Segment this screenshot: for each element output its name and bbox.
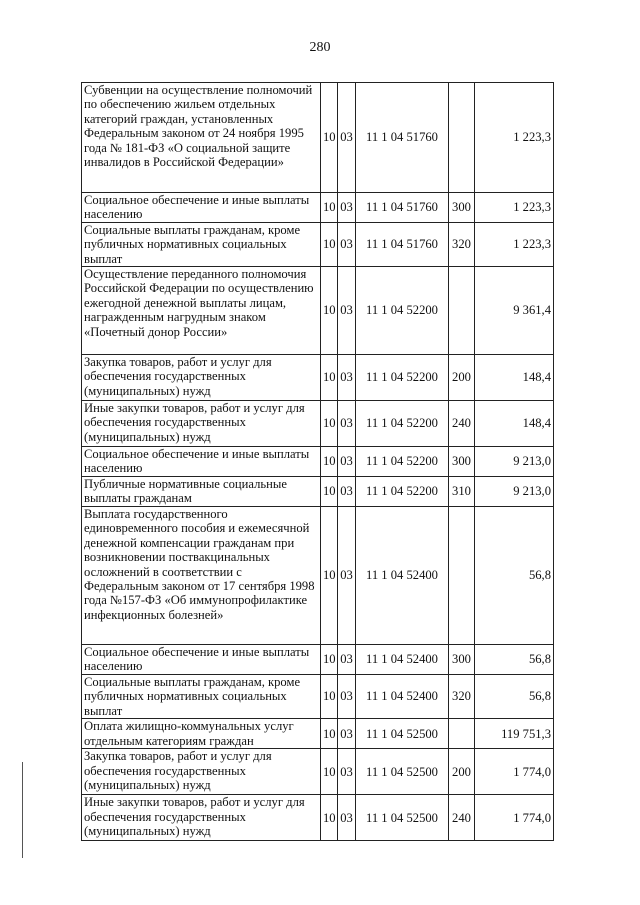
page-number: 280 <box>309 40 331 55</box>
row-amount: 9 361,4 <box>475 267 554 355</box>
row-expense-type: 240 <box>449 401 475 447</box>
row-expense-type <box>449 83 475 193</box>
row-amount: 1 223,3 <box>475 193 554 223</box>
row-target-code: 11 1 04 52200 <box>356 267 449 355</box>
row-section: 10 <box>321 355 338 401</box>
table-row <box>82 193 554 223</box>
row-expense-type <box>449 267 475 355</box>
row-name: Иные закупки товаров, работ и услуг для обеспечения государственных (муниципальных) нужд <box>82 401 321 447</box>
row-subsection: 03 <box>338 645 356 675</box>
row-name: Публичные нормативные социальные выплаты гражданам <box>82 477 321 507</box>
row-amount: 1 223,3 <box>475 222 554 266</box>
row-target-code: 11 1 04 52500 <box>356 749 449 795</box>
row-name: Социальное обеспечение и иные выплаты населению <box>82 447 321 477</box>
row-amount: 9 213,0 <box>475 477 554 507</box>
table-row <box>82 645 554 675</box>
row-section: 10 <box>321 222 338 266</box>
row-subsection: 03 <box>338 267 356 355</box>
row-expense-type: 320 <box>449 222 475 266</box>
row-name: Социальное обеспечение и иные выплаты населению <box>82 645 321 675</box>
row-amount: 56,8 <box>475 507 554 645</box>
row-name: Субвенции на осуществление полномочий по обеспечению жильем отдельных категорий граждан, установленных Федеральным законом от 24 ноября 1995 года № 181-ФЗ «О социальной защите инвалидов в Российской Федерации» <box>82 83 321 193</box>
table-row <box>82 355 554 401</box>
table-row <box>82 675 554 719</box>
row-subsection: 03 <box>338 401 356 447</box>
row-name: Иные закупки товаров, работ и услуг для обеспечения государственных (муниципальных) нужд <box>82 795 321 841</box>
row-expense-type: 300 <box>449 447 475 477</box>
row-expense-type: 240 <box>449 795 475 841</box>
table-row <box>82 749 554 795</box>
row-subsection: 03 <box>338 719 356 749</box>
row-name: Социальные выплаты гражданам, кроме публичных нормативных социальных выплат <box>82 675 321 719</box>
table-row <box>82 795 554 841</box>
table-row <box>82 401 554 447</box>
row-target-code: 11 1 04 52200 <box>356 401 449 447</box>
table-row <box>82 267 554 355</box>
row-target-code: 11 1 04 52400 <box>356 507 449 645</box>
table-row <box>82 83 554 193</box>
row-expense-type: 300 <box>449 645 475 675</box>
row-amount: 1 774,0 <box>475 749 554 795</box>
table-row <box>82 447 554 477</box>
row-subsection: 03 <box>338 795 356 841</box>
row-section: 10 <box>321 267 338 355</box>
row-expense-type <box>449 719 475 749</box>
row-section: 10 <box>321 645 338 675</box>
table-row <box>82 222 554 266</box>
row-expense-type: 200 <box>449 355 475 401</box>
row-name: Осуществление переданного полномочия Российской Федерации по осуществлению ежегодной денежной выплаты лицам, награжденным нагрудным знаком «Почетный донор России» <box>82 267 321 355</box>
table-row <box>82 719 554 749</box>
table-row <box>82 477 554 507</box>
row-section: 10 <box>321 507 338 645</box>
row-amount: 56,8 <box>475 645 554 675</box>
row-subsection: 03 <box>338 507 356 645</box>
row-target-code: 11 1 04 52200 <box>356 355 449 401</box>
row-section: 10 <box>321 83 338 193</box>
row-expense-type: 200 <box>449 749 475 795</box>
row-section: 10 <box>321 447 338 477</box>
row-expense-type: 300 <box>449 193 475 223</box>
row-section: 10 <box>321 401 338 447</box>
row-subsection: 03 <box>338 222 356 266</box>
row-amount: 9 213,0 <box>475 447 554 477</box>
row-amount: 1 223,3 <box>475 83 554 193</box>
row-expense-type <box>449 507 475 645</box>
row-name: Социальные выплаты гражданам, кроме публичных нормативных социальных выплат <box>82 222 321 266</box>
row-subsection: 03 <box>338 749 356 795</box>
row-section: 10 <box>321 675 338 719</box>
row-amount: 148,4 <box>475 355 554 401</box>
row-section: 10 <box>321 719 338 749</box>
row-amount: 148,4 <box>475 401 554 447</box>
budget-table <box>81 82 554 841</box>
row-subsection: 03 <box>338 675 356 719</box>
row-target-code: 11 1 04 51760 <box>356 83 449 193</box>
row-subsection: 03 <box>338 83 356 193</box>
row-amount: 56,8 <box>475 675 554 719</box>
row-amount: 119 751,3 <box>475 719 554 749</box>
row-expense-type: 320 <box>449 675 475 719</box>
row-expense-type: 310 <box>449 477 475 507</box>
row-name: Оплата жилищно-коммунальных услуг отдельным категориям граждан <box>82 719 321 749</box>
row-target-code: 11 1 04 51760 <box>356 222 449 266</box>
row-target-code: 11 1 04 51760 <box>356 193 449 223</box>
row-section: 10 <box>321 795 338 841</box>
row-amount: 1 774,0 <box>475 795 554 841</box>
margin-line <box>22 762 23 858</box>
row-subsection: 03 <box>338 477 356 507</box>
row-target-code: 11 1 04 52400 <box>356 675 449 719</box>
row-section: 10 <box>321 749 338 795</box>
row-name: Закупка товаров, работ и услуг для обеспечения государственных (муниципальных) нужд <box>82 355 321 401</box>
row-subsection: 03 <box>338 447 356 477</box>
row-target-code: 11 1 04 52500 <box>356 719 449 749</box>
row-subsection: 03 <box>338 193 356 223</box>
row-target-code: 11 1 04 52500 <box>356 795 449 841</box>
row-target-code: 11 1 04 52200 <box>356 477 449 507</box>
row-target-code: 11 1 04 52200 <box>356 447 449 477</box>
row-subsection: 03 <box>338 355 356 401</box>
row-name: Социальное обеспечение и иные выплаты населению <box>82 193 321 223</box>
row-target-code: 11 1 04 52400 <box>356 645 449 675</box>
row-name: Закупка товаров, работ и услуг для обеспечения государственных (муниципальных) нужд <box>82 749 321 795</box>
table-row <box>82 507 554 645</box>
row-name: Выплата государственного единовременного пособия и ежемесячной денежной компенсации гражданам при возникновении поствакцинальных осложнений в соответствии с Федеральным законом от 17 сентября 1998 года №157-ФЗ «Об иммунопрофилактике инфекционных болезней» <box>82 507 321 645</box>
row-section: 10 <box>321 193 338 223</box>
row-section: 10 <box>321 477 338 507</box>
